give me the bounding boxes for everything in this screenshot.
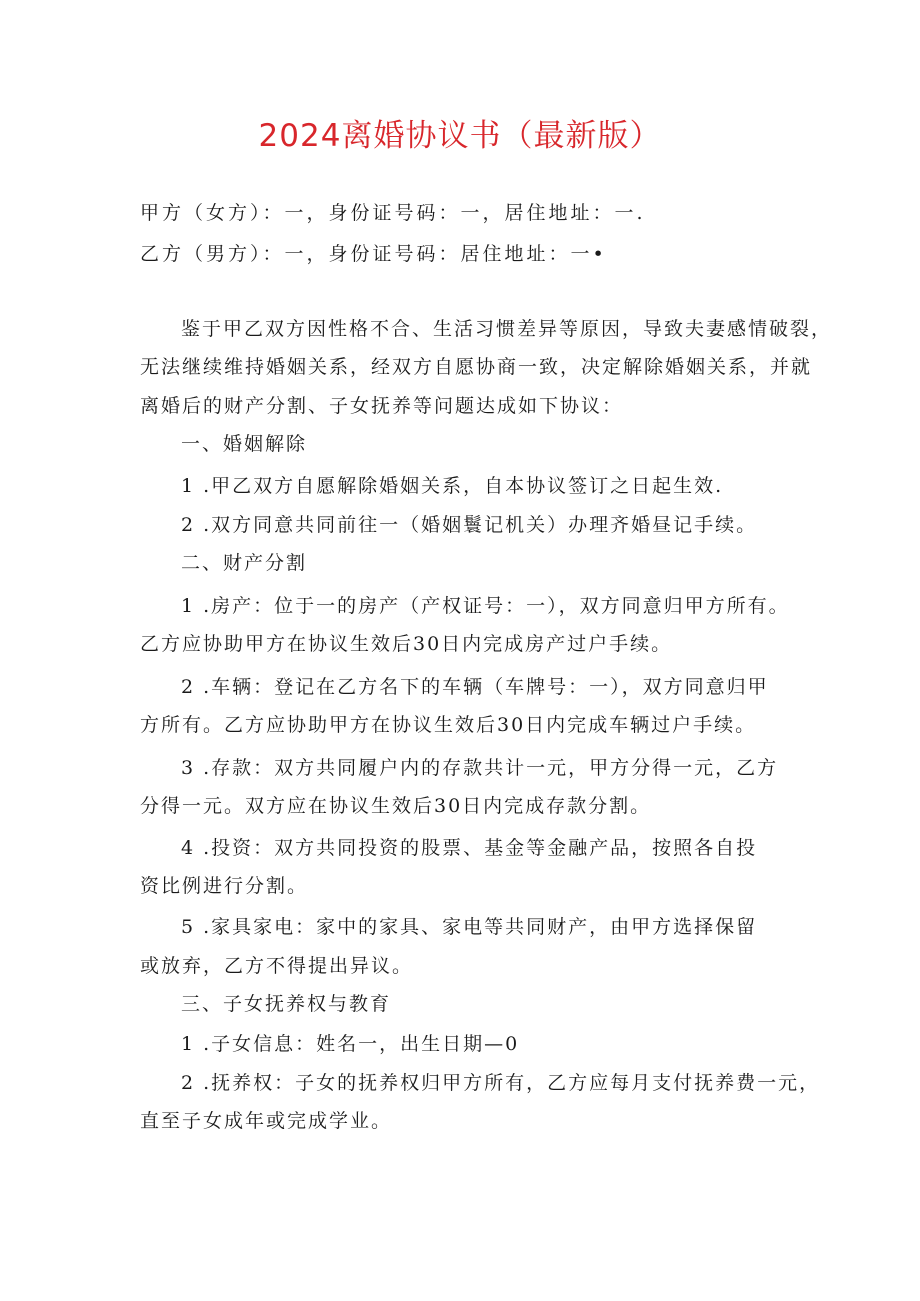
section3-item-2-line-1: 2 .抚养权：子女的抚养权归甲方所有，乙方应每月支付抚养费一元，: [181, 1072, 821, 1094]
section-heading-child-custody: 三、子女抚养权与教育: [181, 993, 392, 1015]
preamble-line-3: 离婚后的财产分割、子女抚养等问题达成如下协议：: [140, 395, 624, 417]
section2-item-4-line-1: 4 .投资：双方共同投资的股票、基金等金融产品，按照各自投: [181, 837, 758, 859]
section2-item-2-line-1: 2 .车辆：登记在乙方名下的车辆（车牌号：一），双方同意归甲: [181, 676, 769, 698]
section2-item-5-line-2: 或放弃，乙方不得提出异议。: [140, 955, 414, 977]
section1-item-1: 1 .甲乙双方自愿解除婚姻关系，自本协议签订之日起生效.: [181, 475, 724, 497]
section-heading-property-division: 二、财产分割: [181, 552, 308, 574]
section2-item-1-line-2: 乙方应协助甲方在协议生效后30日内完成房产过户手续。: [140, 633, 673, 655]
section3-item-1: 1 .子女信息：姓名一，出生日期—0: [181, 1033, 520, 1055]
section1-item-2: 2 .双方同意共同前往一（婚姻鬟记机关）办理齐婚昼记手续。: [181, 514, 758, 536]
document-title: 2024离婚协议书（最新版）: [258, 118, 662, 154]
party-b-info: 乙方（男方）：一，身份证号码：居住地址：一•: [140, 243, 607, 265]
section2-item-5-line-1: 5 .家具家电：家中的家具、家电等共同财产，由甲方选择保留: [181, 916, 758, 938]
section3-item-2-line-2: 直至子女成年或完成学业。: [140, 1110, 393, 1132]
section2-item-1-line-1: 1 .房产：位于一的房产（产权证号：一），双方同意归甲方所有。: [181, 595, 790, 617]
section-heading-marriage-dissolution: 一、婚姻解除: [181, 433, 308, 455]
preamble-line-1: 鉴于甲乙双方因性格不合、生活习惯差异等原因，导致夫妻感情破裂，: [181, 318, 833, 340]
preamble-line-2: 无法继续维持婚姻关系，经双方自愿协商一致，决定解除婚姻关系，并就: [140, 356, 813, 378]
party-a-info: 甲方（女方）：一，身份证号码：一，居住地址：一.: [140, 202, 646, 224]
section2-item-3-line-1: 3 .存款：双方共同履户内的存款共计一元，甲方分得一元，乙方: [181, 757, 779, 779]
section2-item-2-line-2: 方所有。乙方应协助甲方在协议生效后30日内完成车辆过户手续。: [140, 714, 757, 736]
section2-item-4-line-2: 资比例进行分割。: [140, 875, 309, 897]
section2-item-3-line-2: 分得一元。双方应在协议生效后30日内完成存款分割。: [140, 795, 652, 817]
